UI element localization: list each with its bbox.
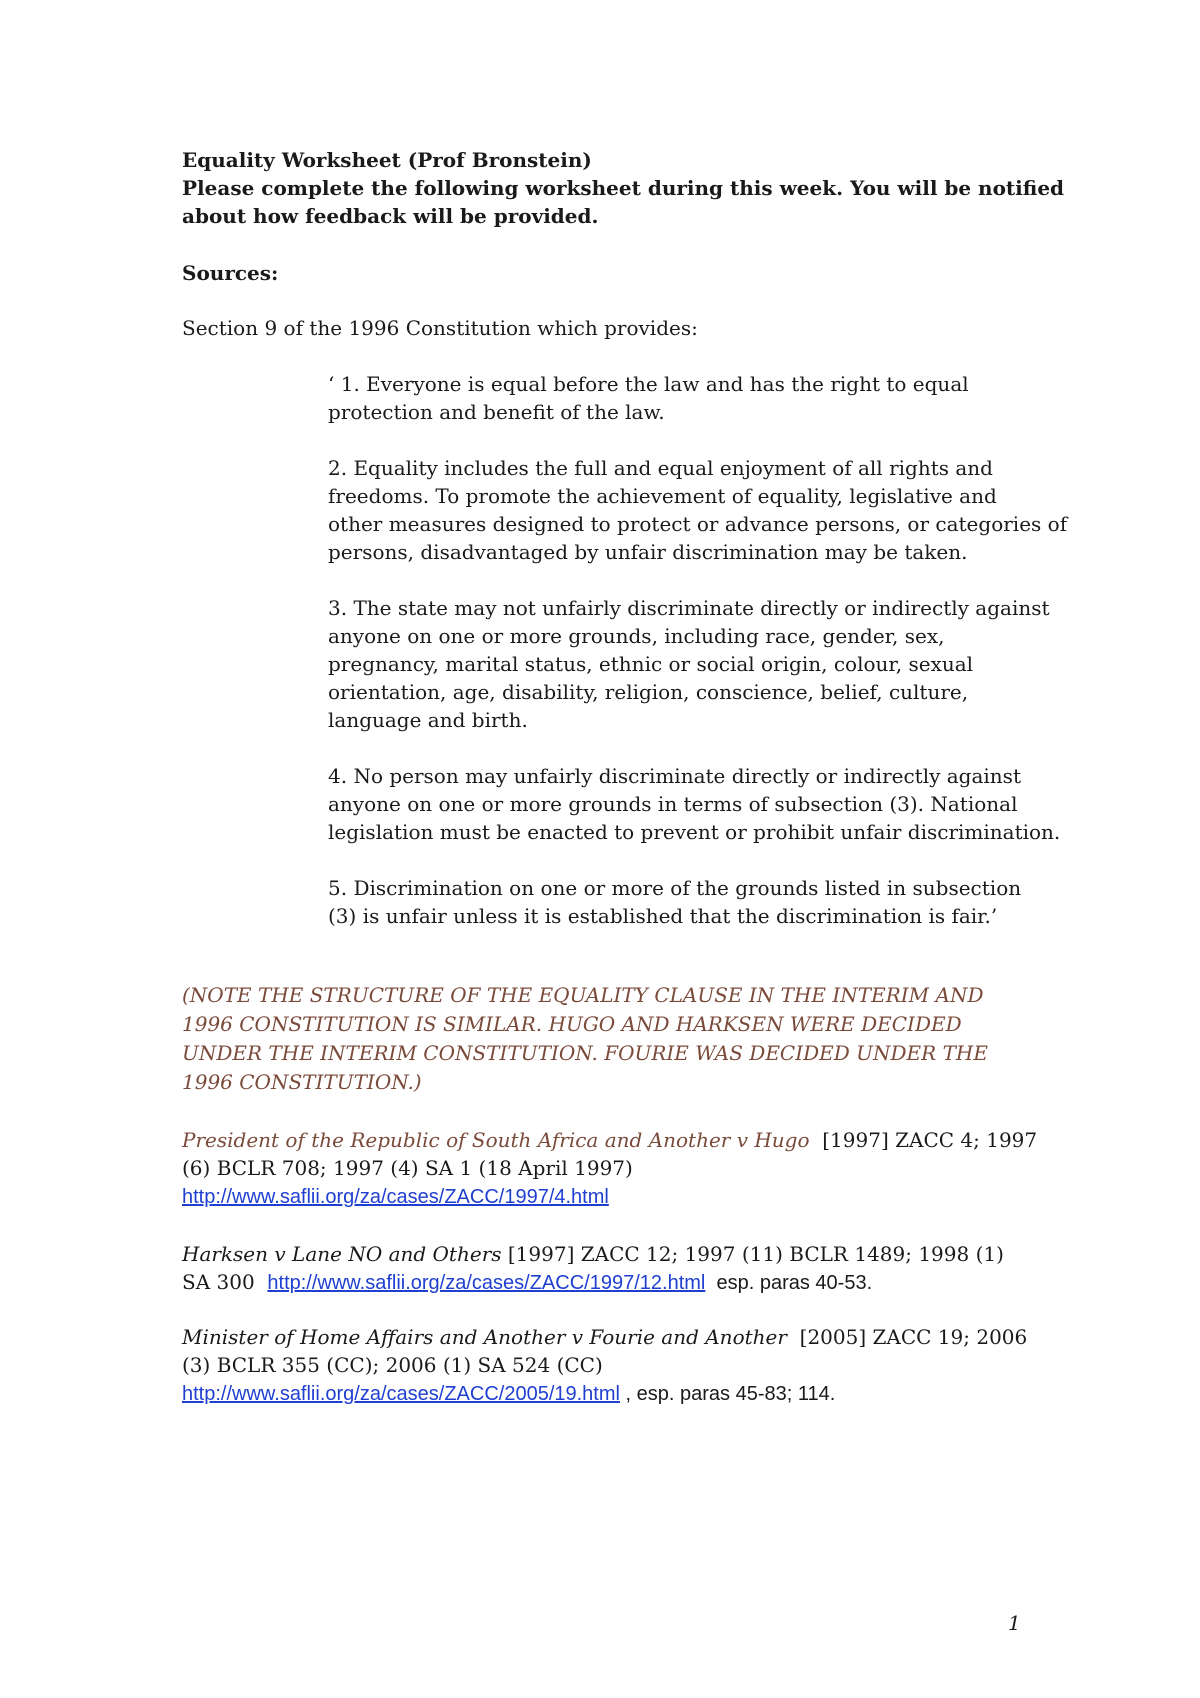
instruction-line-2: about how feedback will be provided. bbox=[182, 204, 599, 228]
constitution-quote bbox=[328, 370, 1088, 958]
case-fourie-title: Minister of Home Affairs and Another v Fourie and Another bbox=[182, 1325, 787, 1349]
quote-line: anyone on one or more grounds, including race, gender, sex, bbox=[328, 624, 945, 648]
worksheet-title: Equality Worksheet (Prof Bronstein) bbox=[182, 148, 592, 172]
quote-line: 5. Discrimination on one or more of the grounds listed in subsection bbox=[328, 876, 1022, 900]
case-harksen bbox=[182, 1240, 1062, 1297]
note-line: 1996 CONSTITUTION IS SIMILAR. HUGO AND HARKSEN WERE DECIDED bbox=[182, 1012, 962, 1036]
case-hugo-link[interactable]: http://www.saflii.org/za/cases/ZACC/1997/4.html bbox=[182, 1186, 609, 1208]
case-harksen-line-2 bbox=[182, 1268, 1062, 1297]
case-fourie-link[interactable]: http://www.saflii.org/za/cases/ZACC/2005/19.html bbox=[182, 1383, 620, 1405]
case-hugo-title: President of the Republic of South Africa and Another v Hugo bbox=[182, 1128, 810, 1152]
case-fourie-citation-2: (3) BCLR 355 (CC); 2006 (1) SA 524 (CC) bbox=[182, 1353, 603, 1377]
quote-line: persons, disadvantaged by unfair discrimination may be taken. bbox=[328, 540, 968, 564]
case-harksen-suffix: esp. paras 40-53. bbox=[705, 1272, 873, 1294]
case-harksen-citation-2: SA 300 bbox=[182, 1270, 268, 1294]
quote-paragraph-4 bbox=[328, 762, 1088, 846]
case-fourie-citation-1: [2005] ZACC 19; 2006 bbox=[786, 1325, 1028, 1349]
case-fourie-line-3 bbox=[182, 1379, 1062, 1408]
quote-paragraph-2 bbox=[328, 454, 1088, 566]
quote-line: 4. No person may unfairly discriminate directly or indirectly against bbox=[328, 764, 1021, 788]
structure-note bbox=[182, 981, 1062, 1097]
case-hugo-citation-2: (6) BCLR 708; 1997 (4) SA 1 (18 April 1997) bbox=[182, 1156, 633, 1180]
case-hugo bbox=[182, 1126, 1062, 1211]
quote-line: other measures designed to protect or advance persons, or categories of bbox=[328, 512, 1068, 536]
case-hugo-line-3 bbox=[182, 1182, 1062, 1211]
page-number: 1 bbox=[1008, 1611, 1021, 1635]
quote-line: 3. The state may not unfairly discriminate directly or indirectly against bbox=[328, 596, 1050, 620]
quote-paragraph-1 bbox=[328, 370, 1088, 426]
case-harksen-line-1 bbox=[182, 1240, 1062, 1268]
case-hugo-citation-1: [1997] ZACC 4; 1997 bbox=[809, 1128, 1038, 1152]
quote-line: orientation, age, disability, religion, conscience, belief, culture, bbox=[328, 680, 969, 704]
quote-paragraph-5 bbox=[328, 874, 1088, 930]
quote-line: ‘ 1. Everyone is equal before the law and has the right to equal bbox=[328, 372, 969, 396]
case-fourie-line-1 bbox=[182, 1323, 1062, 1351]
sources-heading: Sources: bbox=[182, 261, 279, 285]
quote-line: pregnancy, marital status, ethnic or social origin, colour, sexual bbox=[328, 652, 974, 676]
note-line: 1996 CONSTITUTION.) bbox=[182, 1070, 422, 1094]
instruction-line-1: Please complete the following worksheet during this week. You will be notified bbox=[182, 176, 1065, 200]
quote-line: anyone on one or more grounds in terms of subsection (3). National bbox=[328, 792, 1018, 816]
quote-line: freedoms. To promote the achievement of equality, legislative and bbox=[328, 484, 997, 508]
case-harksen-citation-1: [1997] ZACC 12; 1997 (11) BCLR 1489; 1998 (1) bbox=[501, 1242, 1004, 1266]
case-harksen-title: Harksen v Lane NO and Others bbox=[182, 1242, 502, 1266]
quote-line: (3) is unfair unless it is established that the discrimination is fair.’ bbox=[328, 904, 998, 928]
worksheet-header bbox=[182, 146, 1065, 230]
quote-line: protection and benefit of the law. bbox=[328, 400, 665, 424]
case-fourie-suffix: , esp. paras 45-83; 114. bbox=[619, 1383, 836, 1405]
case-hugo-line-1 bbox=[182, 1126, 1062, 1154]
section-intro: Section 9 of the 1996 Constitution which provides: bbox=[182, 316, 698, 340]
note-line: (NOTE THE STRUCTURE OF THE EQUALITY CLAUSE IN THE INTERIM AND bbox=[182, 983, 984, 1007]
note-line: UNDER THE INTERIM CONSTITUTION. FOURIE WAS DECIDED UNDER THE bbox=[182, 1041, 988, 1065]
quote-paragraph-3 bbox=[328, 594, 1088, 734]
quote-line: language and birth. bbox=[328, 708, 528, 732]
case-harksen-link[interactable]: http://www.saflii.org/za/cases/ZACC/1997/12.html bbox=[267, 1272, 706, 1294]
quote-line: 2. Equality includes the full and equal enjoyment of all rights and bbox=[328, 456, 993, 480]
case-fourie bbox=[182, 1323, 1062, 1408]
quote-line: legislation must be enacted to prevent or prohibit unfair discrimination. bbox=[328, 820, 1061, 844]
